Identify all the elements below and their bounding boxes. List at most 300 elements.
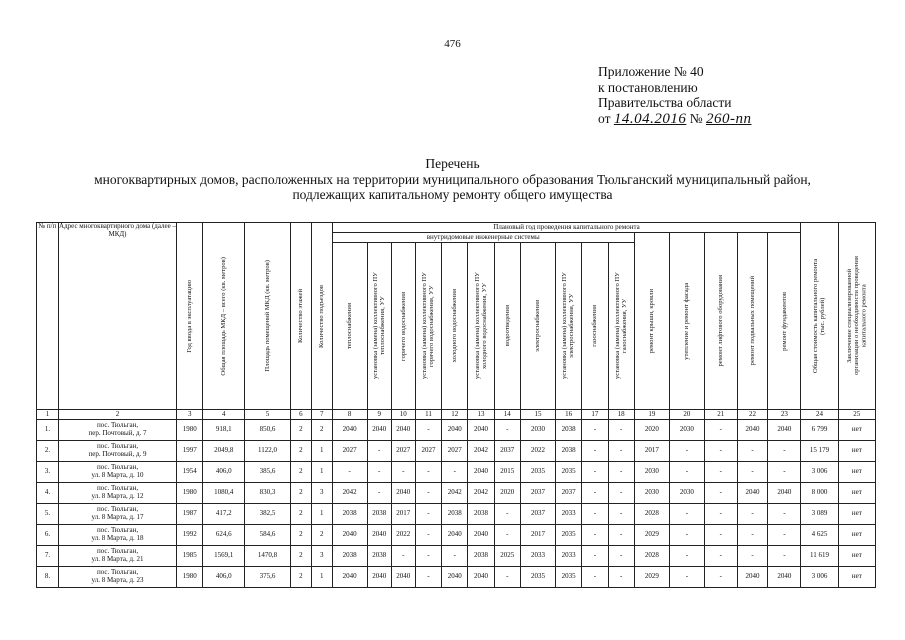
header-system-col-text: установка (замена) коллективного ПУ горячего водоснабжения, УУ <box>421 272 436 380</box>
header-conclusion-text: Заключение специализированной организации о необходимости проведения капитального ремонта <box>846 256 868 376</box>
row-year: 1992 <box>177 525 203 546</box>
row-planned-year: 2040 <box>442 567 468 588</box>
row-planned-year: 2040 <box>332 420 367 441</box>
table-row <box>37 483 876 504</box>
row-conclusion: нет <box>838 546 875 567</box>
title-line-3: подлежащих капитальному ремонту общего имущества <box>292 187 613 202</box>
row-year: 1997 <box>177 441 203 462</box>
column-number: 1 <box>37 410 59 420</box>
header-address: Адрес многоквартирного дома (далее – МКД) <box>58 223 176 410</box>
table-row <box>37 546 876 567</box>
row-planned-year: 2040 <box>468 567 494 588</box>
row-total-cost: 3 006 <box>801 462 838 483</box>
row-planned-year: 2038 <box>367 546 391 567</box>
row-planned-year: 2042 <box>468 441 494 462</box>
row-planned-year: 2038 <box>468 504 494 525</box>
column-number: 14 <box>494 410 520 420</box>
page-number: 476 <box>444 38 461 50</box>
row-total-cost: 3 006 <box>801 567 838 588</box>
row-total-cost: 3 089 <box>801 504 838 525</box>
row-planned-year: 2017 <box>634 441 669 462</box>
row-planned-year: 2040 <box>367 420 391 441</box>
row-total-area: 2049,8 <box>203 441 245 462</box>
row-planned-year: 2040 <box>367 567 391 588</box>
row-premises-area: 830,3 <box>245 483 291 504</box>
row-planned-year: - <box>494 525 520 546</box>
column-number: 24 <box>801 410 838 420</box>
row-total-area: 406,0 <box>203 462 245 483</box>
header-system-col-text: установка (замена) коллективного ПУ газоснабжения, УУ <box>613 272 629 380</box>
row-planned-year: 2022 <box>391 525 415 546</box>
header-system-col-text: электроснабжения <box>534 300 542 352</box>
row-planned-year: - <box>582 567 608 588</box>
row-planned-year: - <box>704 462 737 483</box>
column-number: 20 <box>669 410 704 420</box>
row-planned-year: 2040 <box>468 525 494 546</box>
column-number: 15 <box>520 410 555 420</box>
header-system-col <box>391 243 415 410</box>
row-planned-year: - <box>415 483 441 504</box>
header-roof-text: ремонт крыши, кровли <box>648 288 656 354</box>
row-total-area: 1569,1 <box>203 546 245 567</box>
row-planned-year: - <box>415 525 441 546</box>
row-planned-year: 2020 <box>634 420 669 441</box>
row-planned-year: 2038 <box>468 546 494 567</box>
row-entrances: 2 <box>311 420 332 441</box>
row-floors: 2 <box>291 504 312 525</box>
table-row <box>37 525 876 546</box>
row-planned-year: - <box>737 525 768 546</box>
row-planned-year: 2033 <box>520 546 555 567</box>
row-address <box>58 462 176 483</box>
row-planned-year: - <box>669 546 704 567</box>
row-planned-year: 2017 <box>520 525 555 546</box>
row-planned-year: - <box>494 567 520 588</box>
row-address-line: пос. Тюльган, <box>96 568 139 577</box>
row-address-line: ул. 8 Марта, д. 12 <box>91 492 144 500</box>
header-elevator-text: ремонт лифтового оборудования <box>717 275 725 367</box>
row-number: 1. <box>37 420 59 441</box>
row-planned-year: - <box>768 441 801 462</box>
row-planned-year: - <box>737 462 768 483</box>
row-entrances: 1 <box>311 504 332 525</box>
column-number: 25 <box>838 410 875 420</box>
row-address-line: пос. Тюльган, <box>96 547 139 556</box>
row-floors: 2 <box>291 441 312 462</box>
appendix-line-4 <box>598 111 752 128</box>
row-planned-year: 2030 <box>520 420 555 441</box>
row-address <box>58 546 176 567</box>
column-number-row <box>37 410 876 420</box>
row-planned-year: 2040 <box>737 567 768 588</box>
row-year: 1987 <box>177 504 203 525</box>
appendix-no-sign: № <box>689 110 703 126</box>
row-year: 1980 <box>177 567 203 588</box>
row-conclusion: нет <box>838 504 875 525</box>
header-total-cost-text: Общая стоимость капитального ремонта (тыс. рублей) <box>812 258 827 374</box>
row-planned-year: 2038 <box>555 441 581 462</box>
row-planned-year: - <box>582 462 608 483</box>
row-planned-year: 2038 <box>332 504 367 525</box>
row-planned-year: 2040 <box>332 525 367 546</box>
row-conclusion: нет <box>838 420 875 441</box>
header-row-1 <box>37 223 876 233</box>
row-planned-year: 2025 <box>494 546 520 567</box>
row-planned-year: 2040 <box>367 525 391 546</box>
header-premises-area <box>245 223 291 410</box>
row-address-line: пос. Тюльган, <box>96 442 139 451</box>
row-planned-year: 2030 <box>634 462 669 483</box>
row-year: 1980 <box>177 420 203 441</box>
appendix-number: 260-пп <box>706 110 752 127</box>
row-floors: 2 <box>291 567 312 588</box>
row-number: 5. <box>37 504 59 525</box>
row-number: 3. <box>37 462 59 483</box>
row-planned-year: - <box>415 567 441 588</box>
row-planned-year: - <box>768 546 801 567</box>
row-floors: 2 <box>291 525 312 546</box>
row-premises-area: 850,6 <box>245 420 291 441</box>
row-address <box>58 483 176 504</box>
row-planned-year: - <box>415 504 441 525</box>
row-conclusion: нет <box>838 567 875 588</box>
row-planned-year: 2030 <box>669 483 704 504</box>
row-planned-year: 2040 <box>737 483 768 504</box>
row-planned-year: 2020 <box>494 483 520 504</box>
header-total-cost <box>801 223 838 410</box>
row-planned-year: - <box>669 441 704 462</box>
header-elevator <box>704 233 737 410</box>
row-planned-year: 2030 <box>669 420 704 441</box>
row-total-area: 918,1 <box>203 420 245 441</box>
column-number: 13 <box>468 410 494 420</box>
row-planned-year: 2035 <box>520 567 555 588</box>
row-planned-year: - <box>704 483 737 504</box>
row-address-line: пос. Тюльган, <box>96 505 139 514</box>
row-planned-year: 2038 <box>555 420 581 441</box>
header-system-col-text: установка (замена) коллективного ПУ теплоснабжения, УУ <box>371 272 387 380</box>
table-row <box>37 567 876 588</box>
header-total-area <box>203 223 245 410</box>
row-total-cost: 6 799 <box>801 420 838 441</box>
appendix-line-3: Правительства области <box>598 95 732 110</box>
row-conclusion: нет <box>838 483 875 504</box>
row-planned-year: 2040 <box>768 483 801 504</box>
row-planned-year: 2015 <box>494 462 520 483</box>
row-planned-year: 2028 <box>634 546 669 567</box>
title-line-2: многоквартирных домов, расположенных на территории муниципального образования Тюльганский муниципальный район, <box>94 171 811 187</box>
row-total-area: 624,6 <box>203 525 245 546</box>
row-entrances: 1 <box>311 441 332 462</box>
row-planned-year: - <box>737 546 768 567</box>
header-system-col-text: установка (замена) коллективного ПУ холодного водоснабжения, УУ <box>473 272 489 380</box>
row-planned-year: - <box>608 462 634 483</box>
header-system-col <box>415 243 441 410</box>
header-premises-area-text: Площадь помещений МКД (кв. метров) <box>263 260 271 372</box>
row-address-line: ул. 8 Марта, д. 18 <box>91 534 144 542</box>
row-planned-year: - <box>582 504 608 525</box>
row-number: 7. <box>37 546 59 567</box>
row-planned-year: - <box>332 462 367 483</box>
column-number: 21 <box>704 410 737 420</box>
row-planned-year: 2040 <box>768 420 801 441</box>
row-floors: 2 <box>291 483 312 504</box>
table-row <box>37 462 876 483</box>
row-entrances: 1 <box>311 567 332 588</box>
row-planned-year: 2042 <box>332 483 367 504</box>
row-address-line: ул. 8 Марта, д. 10 <box>91 471 144 479</box>
row-planned-year: 2033 <box>555 504 581 525</box>
row-number: 6. <box>37 525 59 546</box>
document-title <box>0 156 905 203</box>
appendix-line-1: Приложение № 40 <box>598 64 704 79</box>
row-total-cost: 11 619 <box>801 546 838 567</box>
header-system-col-text: водоотведения <box>503 305 511 347</box>
row-number: 2. <box>37 441 59 462</box>
row-planned-year: 2029 <box>634 525 669 546</box>
row-planned-year: - <box>415 420 441 441</box>
row-planned-year: 2035 <box>555 567 581 588</box>
column-number: 19 <box>634 410 669 420</box>
row-address-line: пер. Почтовый, д. 9 <box>88 450 147 458</box>
row-address <box>58 525 176 546</box>
row-year: 1954 <box>177 462 203 483</box>
row-planned-year: - <box>669 525 704 546</box>
row-planned-year: - <box>582 546 608 567</box>
header-system-col <box>520 243 555 410</box>
row-planned-year: - <box>415 462 441 483</box>
row-premises-area: 1122,0 <box>245 441 291 462</box>
row-planned-year: 2040 <box>468 462 494 483</box>
row-planned-year: 2040 <box>391 567 415 588</box>
header-system-col <box>332 243 367 410</box>
row-planned-year: 2030 <box>634 483 669 504</box>
column-number: 22 <box>737 410 768 420</box>
row-total-area: 1080,4 <box>203 483 245 504</box>
column-number: 4 <box>203 410 245 420</box>
row-address <box>58 420 176 441</box>
column-number: 9 <box>367 410 391 420</box>
column-number: 8 <box>332 410 367 420</box>
column-number: 17 <box>582 410 608 420</box>
row-planned-year: 2038 <box>332 546 367 567</box>
row-address-line: ул. 8 Марта, д. 17 <box>91 513 144 521</box>
column-number: 18 <box>608 410 634 420</box>
table-row <box>37 420 876 441</box>
row-planned-year: - <box>582 441 608 462</box>
row-planned-year: - <box>442 462 468 483</box>
row-floors: 2 <box>291 420 312 441</box>
row-planned-year: 2035 <box>555 462 581 483</box>
column-number: 7 <box>311 410 332 420</box>
row-planned-year: - <box>494 420 520 441</box>
row-year: 1980 <box>177 483 203 504</box>
row-address-line: пос. Тюльган, <box>96 484 139 493</box>
column-number: 2 <box>58 410 176 420</box>
row-conclusion: нет <box>838 441 875 462</box>
row-total-area: 406,0 <box>203 567 245 588</box>
table-row <box>37 504 876 525</box>
header-foundation <box>768 233 801 410</box>
row-address <box>58 504 176 525</box>
row-planned-year: 2027 <box>391 441 415 462</box>
row-planned-year: - <box>669 462 704 483</box>
row-planned-year: - <box>367 483 391 504</box>
row-planned-year: - <box>391 546 415 567</box>
row-floors: 2 <box>291 546 312 567</box>
header-facade-text: утепление и ремонт фасада <box>683 282 691 360</box>
header-system-col-text: газоснабжения <box>591 305 599 347</box>
header-system-col <box>608 243 634 410</box>
row-planned-year: - <box>704 441 737 462</box>
header-system-col <box>494 243 520 410</box>
row-planned-year: - <box>737 504 768 525</box>
row-number: 4. <box>37 483 59 504</box>
row-entrances: 1 <box>311 462 332 483</box>
table-body <box>37 410 876 588</box>
row-planned-year: 2038 <box>442 504 468 525</box>
row-planned-year: - <box>608 483 634 504</box>
header-system-col-text: теплоснабжения <box>346 302 354 350</box>
column-number: 11 <box>415 410 441 420</box>
appendix-date: 14.04.2016 <box>613 110 687 127</box>
row-planned-year: 2040 <box>442 420 468 441</box>
row-planned-year: 2040 <box>468 420 494 441</box>
header-system-col <box>582 243 608 410</box>
row-planned-year: 2042 <box>468 483 494 504</box>
row-planned-year: - <box>768 525 801 546</box>
row-planned-year: 2040 <box>442 525 468 546</box>
row-planned-year: 2022 <box>520 441 555 462</box>
row-planned-year: - <box>582 525 608 546</box>
column-number: 5 <box>245 410 291 420</box>
row-entrances: 3 <box>311 483 332 504</box>
column-number: 16 <box>555 410 581 420</box>
row-planned-year: 2037 <box>494 441 520 462</box>
header-entrances-text: Количество подъездов <box>318 284 326 348</box>
header-floors-text: Количество этажей <box>297 289 305 343</box>
header-internal-systems: внутридомовые инженерные системы <box>332 233 634 243</box>
row-planned-year: 2029 <box>634 567 669 588</box>
row-premises-area: 375,6 <box>245 567 291 588</box>
row-number: 8. <box>37 567 59 588</box>
row-planned-year: 2027 <box>442 441 468 462</box>
row-address-line: пос. Тюльган, <box>96 421 139 430</box>
row-address-line: ул. 8 Марта, д. 21 <box>91 555 144 563</box>
row-premises-area: 584,6 <box>245 525 291 546</box>
row-planned-year: 2040 <box>768 567 801 588</box>
row-conclusion: нет <box>838 462 875 483</box>
row-planned-year: - <box>494 504 520 525</box>
row-planned-year: 2040 <box>332 567 367 588</box>
row-planned-year: 2040 <box>391 483 415 504</box>
appendix-from: от <box>598 110 611 126</box>
row-total-cost: 15 179 <box>801 441 838 462</box>
appendix-line-2: к постановлению <box>598 79 698 95</box>
row-planned-year: - <box>367 462 391 483</box>
row-planned-year: - <box>768 504 801 525</box>
row-planned-year: 2027 <box>332 441 367 462</box>
row-planned-year: - <box>582 420 608 441</box>
header-system-col-text: холодного водоснабжения <box>451 289 459 363</box>
row-planned-year: - <box>608 546 634 567</box>
row-premises-area: 382,5 <box>245 504 291 525</box>
row-address <box>58 441 176 462</box>
row-premises-area: 1470,8 <box>245 546 291 567</box>
row-planned-year: - <box>391 462 415 483</box>
header-system-col-text: горячего водоснабжения <box>399 291 407 361</box>
row-planned-year: - <box>669 567 704 588</box>
row-floors: 2 <box>291 462 312 483</box>
row-planned-year: - <box>669 504 704 525</box>
header-roof <box>634 233 669 410</box>
row-planned-year: - <box>608 420 634 441</box>
header-total-area-text: Общая площадь МКД – всего (кв. метров) <box>220 256 228 376</box>
row-conclusion: нет <box>838 525 875 546</box>
row-planned-year: - <box>704 525 737 546</box>
row-total-area: 417,2 <box>203 504 245 525</box>
row-planned-year: - <box>442 546 468 567</box>
row-address-line: ул. 8 Марта, д. 23 <box>91 576 144 584</box>
row-planned-year: 2040 <box>737 420 768 441</box>
header-facade <box>669 233 704 410</box>
header-system-col <box>442 243 468 410</box>
row-total-cost: 4 625 <box>801 525 838 546</box>
row-premises-area: 385,6 <box>245 462 291 483</box>
column-number: 23 <box>768 410 801 420</box>
row-planned-year: - <box>704 420 737 441</box>
header-planned-year: Плановый год проведения капитального ремонта <box>332 223 801 233</box>
row-planned-year: 2040 <box>391 420 415 441</box>
row-total-cost: 8 000 <box>801 483 838 504</box>
header-entrances <box>311 223 332 410</box>
row-planned-year: 2035 <box>520 462 555 483</box>
row-planned-year: 2027 <box>415 441 441 462</box>
row-planned-year: - <box>415 546 441 567</box>
row-planned-year: 2028 <box>634 504 669 525</box>
header-system-col <box>555 243 581 410</box>
row-planned-year: 2042 <box>442 483 468 504</box>
header-year-text: Год ввода в эксплуатацию <box>186 279 194 353</box>
row-planned-year: 2037 <box>520 504 555 525</box>
header-system-col <box>468 243 494 410</box>
row-planned-year: 2037 <box>555 483 581 504</box>
column-number: 12 <box>442 410 468 420</box>
row-entrances: 3 <box>311 546 332 567</box>
column-number: 3 <box>177 410 203 420</box>
header-basement-text: ремонт подвальных помещений <box>748 276 756 366</box>
row-planned-year: - <box>608 504 634 525</box>
row-planned-year: - <box>768 462 801 483</box>
row-planned-year: 2033 <box>555 546 581 567</box>
column-number: 10 <box>391 410 415 420</box>
appendix-block <box>598 64 752 127</box>
header-basement <box>737 233 768 410</box>
table-row <box>37 441 876 462</box>
row-planned-year: - <box>608 441 634 462</box>
row-address-line: пос. Тюльган, <box>96 526 139 535</box>
row-planned-year: 2017 <box>391 504 415 525</box>
header-conclusion <box>838 223 875 410</box>
row-planned-year: - <box>704 504 737 525</box>
header-no: № п/п <box>37 223 59 410</box>
header-foundation-text: ремонт фундаментов <box>780 291 788 351</box>
row-address-line: пер. Почтовый, д. 7 <box>88 429 147 437</box>
header-floors <box>291 223 312 410</box>
header-system-col-text: установка (замена) коллективного ПУ электроснабжения, УУ <box>561 272 576 380</box>
row-planned-year: 2037 <box>520 483 555 504</box>
row-year: 1985 <box>177 546 203 567</box>
